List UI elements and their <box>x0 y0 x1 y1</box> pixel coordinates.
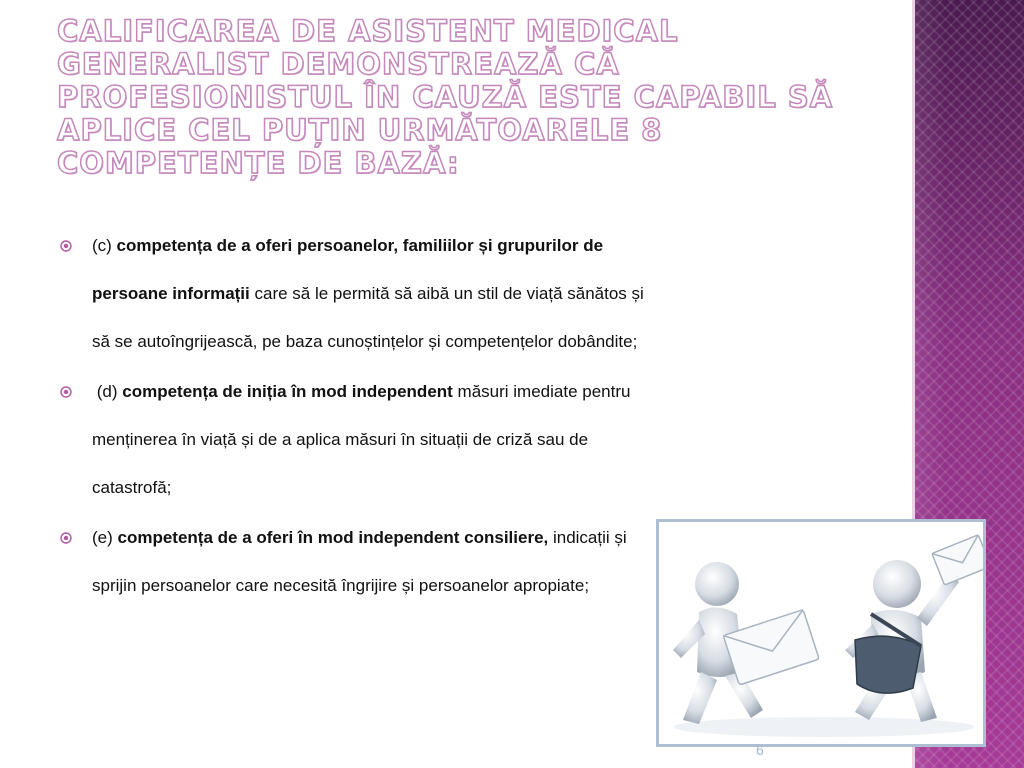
bullet-list <box>60 222 650 610</box>
bullet-bold-text: competența de iniția în mod independent <box>122 382 453 401</box>
bullet-text: care să le permită să aibă un stil de viață sănătos și să se autoîngrijească, pe baza cunoștințelor și competențelor dobândite; <box>92 284 644 351</box>
target-circle-icon <box>60 240 72 252</box>
target-circle-icon <box>60 386 72 398</box>
bullet-bold-text: competența de a oferi în mod independent consiliere, <box>117 528 549 547</box>
bullet-prefix: (c) <box>92 236 117 255</box>
target-circle-icon <box>60 532 72 544</box>
bullet-item-d <box>60 368 650 512</box>
bullet-text: măsuri imediate pentru menținerea în viață și de a aplica măsuri în situații de criză sau de catastrofă; <box>92 382 631 497</box>
slide-title: CALIFICAREA DE ASISTENT MEDICAL GENERALIST DEMONSTREAZĂ CĂ PROFESIONISTUL ÎN CAUZĂ ESTE CAPABIL SĂ APLICE CEL PUȚIN URMĂTOARELE 8 COMPETENȚE DE BAZĂ: <box>57 14 834 180</box>
bullet-bold-text: competența de a oferi persoanelor, familiilor și grupurilor de persoane informații <box>92 236 604 303</box>
bullet-prefix: (e) <box>92 528 118 547</box>
bullet-item-c <box>60 222 650 366</box>
bullet-text: indicații și sprijin persoanelor care necesită îngrijire și persoanelor apropiate; <box>92 528 627 595</box>
mail-carrier-picture <box>656 519 986 747</box>
page-number: 6 <box>756 742 764 758</box>
bullet-item-e <box>60 514 650 610</box>
bullet-prefix: (d) <box>92 382 123 401</box>
mail-carrier-figures-icon <box>659 522 983 744</box>
